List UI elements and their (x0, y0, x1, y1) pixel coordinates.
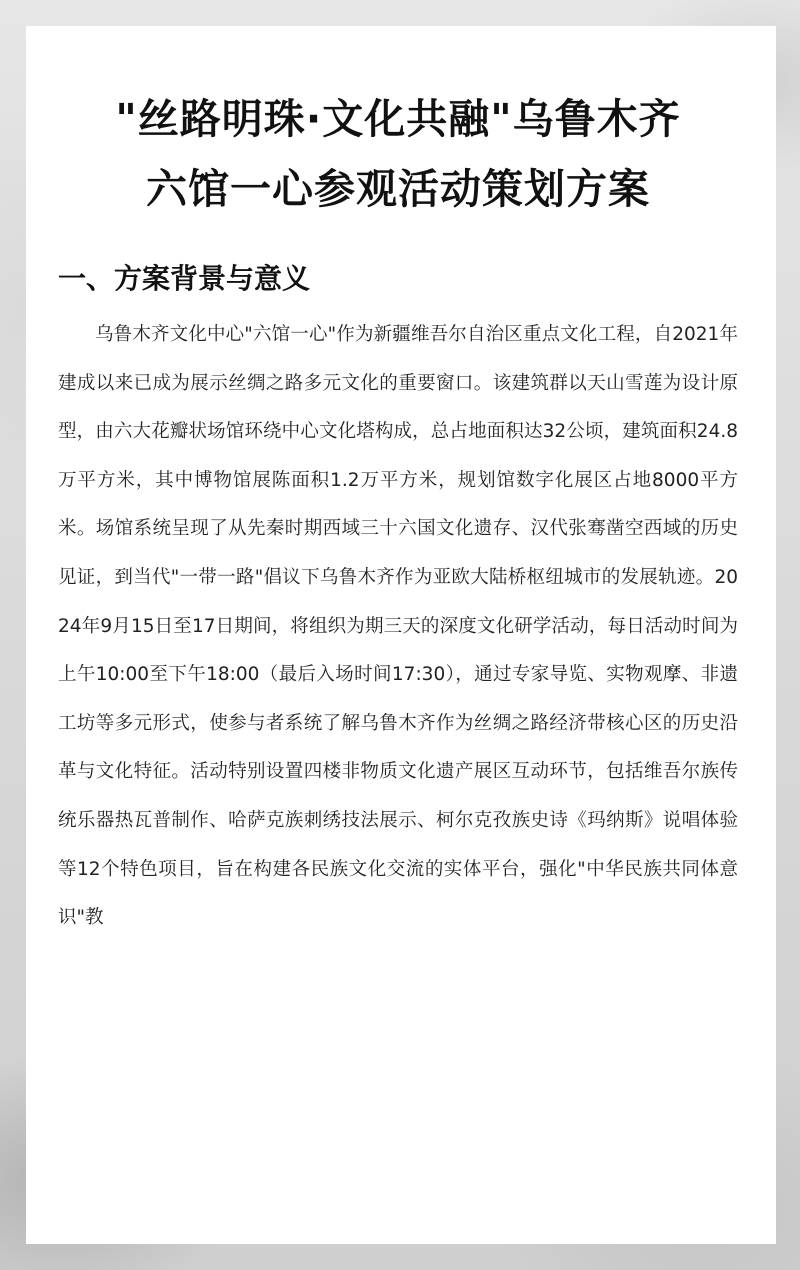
body-paragraph: 乌鲁木齐文化中心"六馆一心"作为新疆维吾尔自治区重点文化工程，自2021年建成以来已成为展示丝绸之路多元文化的重要窗口。该建筑群以天山雪莲为设计原型，由六大花瓣状场馆环绕中心文化塔构成，总占地面积达32公顷，建筑面积24.8万平方米，其中博物馆展陈面积1.2万平方米，规划馆数字化展区占地8000平方米。场馆系统呈现了从先秦时期西域三十六国文化遗存、汉代张骞凿空西域的历史见证，到当代"一带一路"倡议下乌鲁木齐作为亚欧大陆桥枢纽城市的发展轨迹。2024年9月15日至17日期间，将组织为期三天的深度文化研学活动，每日活动时间为上午10:00至下午18:00（最后入场时间17:30），通过专家导览、实物观摩、非遗工坊等多元形式，使参与者系统了解乌鲁木齐作为丝绸之路经济带核心区的历史沿革与文化特征。活动特别设置四楼非物质文化遗产展区互动环节，包括维吾尔族传统乐器热瓦普制作、哈萨克族刺绣技法展示、柯尔克孜族史诗《玛纳斯》说唱体验等12个特色项目，旨在构建各民族文化交流的实体平台，强化"中华民族共同体意识"教 (58, 324, 738, 929)
document-title (58, 84, 738, 224)
section-heading: 一、方案背景与意义 (58, 262, 311, 295)
document-title-line-2: 六馆一心参观活动策划方案 (146, 165, 650, 213)
document-page (26, 26, 776, 1244)
document-title-line-1: "丝路明珠·文化共融"乌鲁木齐 (115, 95, 681, 143)
